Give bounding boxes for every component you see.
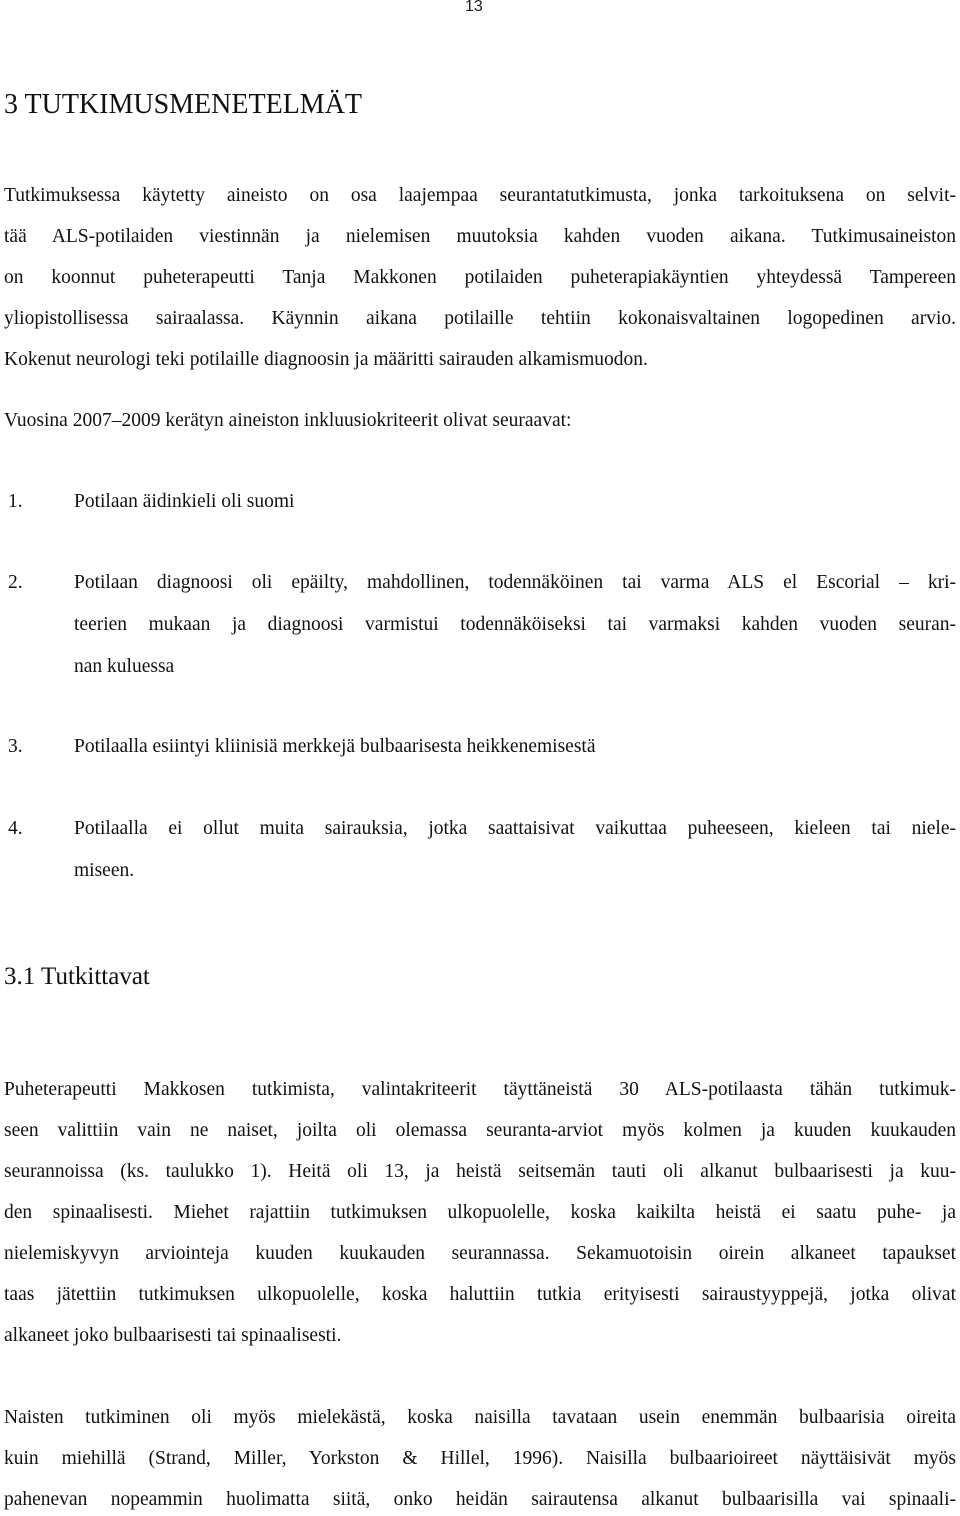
page-number: 13 <box>465 0 483 15</box>
intro-line: tää ALS-potilaiden viestinnän ja nielemisen muutoksia kahden vuoden aikana. Tutkimusaineiston <box>4 226 956 247</box>
paragraph-line: pahenevan nopeammin huolimatta siitä, onko heidän sairautensa alkanut bulbaarisilla vai spinaali- <box>4 1489 956 1510</box>
criteria-number: 1. <box>8 491 23 512</box>
criteria-text: Potilaan äidinkieli oli suomi <box>74 491 295 512</box>
criteria-text: nan kuluessa <box>74 656 175 677</box>
paragraph-line: seurannoissa (ks. taulukko 1). Heitä oli 13, ja heistä seitsemän tauti oli alkanut bulbaarisesti ja kuu- <box>4 1161 956 1182</box>
intro-line: Kokenut neurologi teki potilaille diagnoosin ja määritti sairauden alkamismuodon. <box>4 349 648 370</box>
criteria-text: Potilaalla esiintyi kliinisiä merkkejä bulbaarisesta heikkenemisestä <box>74 736 596 757</box>
intro-line: on koonnut puheterapeutti Tanja Makkonen potilaiden puheterapiakäyntien yhteydessä Tampereen <box>4 267 956 288</box>
criteria-text: miseen. <box>74 860 135 881</box>
criteria-number: 4. <box>8 818 23 839</box>
paragraph-line: seen valittiin vain ne naiset, joilta oli olemassa seuranta-arviot myös kolmen ja kuuden kuukauden <box>4 1120 956 1141</box>
paragraph-line: kuin miehillä (Strand, Miller, Yorkston & Hillel, 1996). Naisilla bulbaarioireet näyttäisivät myös <box>4 1448 956 1469</box>
criteria-text: Potilaalla ei ollut muita sairauksia, jotka saattaisivat vaikuttaa puheeseen, kieleen tai niele- <box>74 818 956 839</box>
paragraph-line: den spinaalisesti. Miehet rajattiin tutkimuksen ulkopuolelle, koska kaikilta heistä ei saatu puhe- ja <box>4 1202 956 1223</box>
intro-line: yliopistollisessa sairaalassa. Käynnin aikana potilaille tehtiin kokonaisvaltainen logopedinen arvio. <box>4 308 956 329</box>
criteria-number: 3. <box>8 736 23 757</box>
paragraph-line: Naisten tutkiminen oli myös mielekästä, koska naisilla tavataan usein enemmän bulbaarisia oireita <box>4 1407 956 1428</box>
criteria-number: 2. <box>8 572 23 593</box>
criteria-text: teerien mukaan ja diagnoosi varmistui todennäköiseksi tai varmaksi kahden vuoden seuran- <box>74 614 956 635</box>
chapter-heading: 3 TUTKIMUSMENETELMÄT <box>4 89 363 120</box>
intro-line: Tutkimuksessa käytetty aineisto on osa laajempaa seurantatutkimusta, jonka tarkoituksena on selvit- <box>4 185 956 206</box>
section-heading: 3.1 Tutkittavat <box>4 963 150 990</box>
paragraph-line: nielemiskyvyn arviointeja kuuden kuukauden seurannassa. Sekamuotoisin oirein alkaneet tapaukset <box>4 1243 956 1264</box>
paragraph-line: Puheterapeutti Makkosen tutkimista, valintakriteerit täyttäneistä 30 ALS-potilaasta tähän tutkimuk- <box>4 1079 956 1100</box>
criteria-text: Potilaan diagnoosi oli epäilty, mahdollinen, todennäköinen tai varma ALS el Escorial – kri- <box>74 572 956 593</box>
paragraph-line: alkaneet joko bulbaarisesti tai spinaalisesti. <box>4 1325 342 1346</box>
paragraph-line: taas jätettiin tutkimuksen ulkopuolelle, koska haluttiin tutkia erityisesti sairaustyyppejä, jotka olivat <box>4 1284 956 1305</box>
criteria-intro: Vuosina 2007–2009 kerätyn aineiston inkluusiokriteerit olivat seuraavat: <box>4 410 572 431</box>
